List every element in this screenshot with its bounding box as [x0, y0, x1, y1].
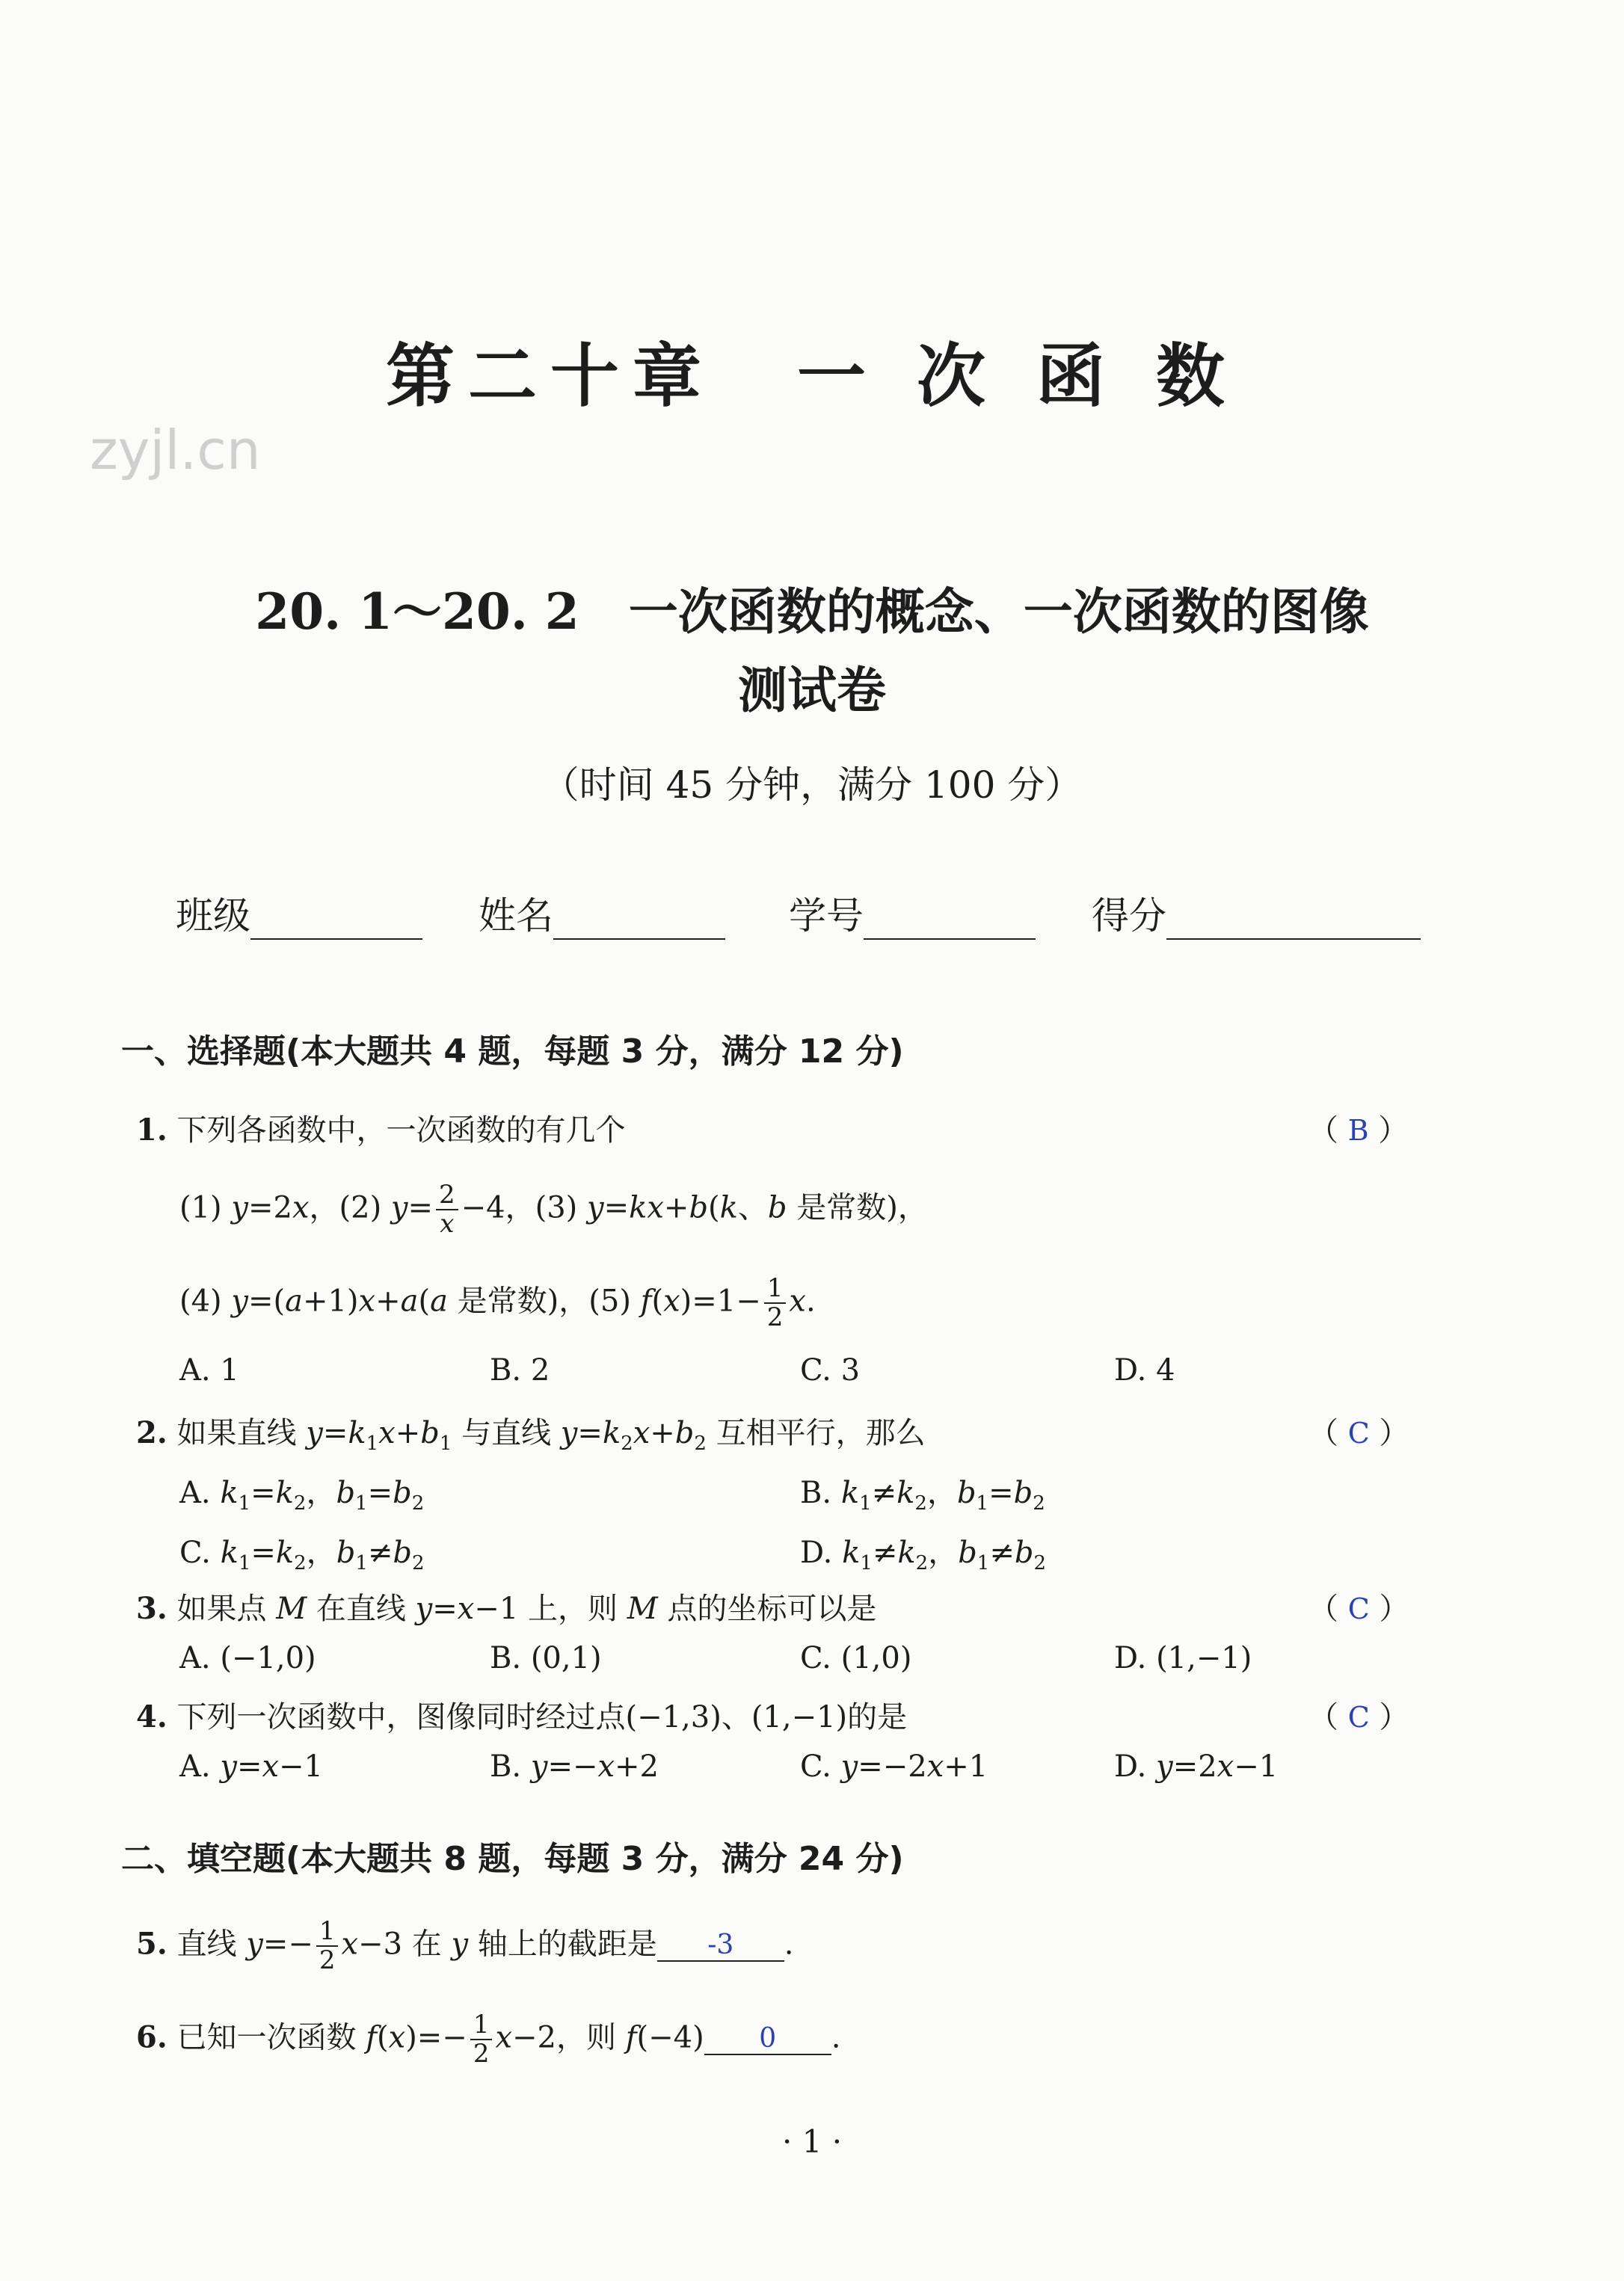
- q3-option-c: C. (1,0): [800, 1641, 912, 1675]
- q4-option-a: A. y=x−1: [179, 1749, 323, 1784]
- chapter-title: 第二十章 一 次 函 数: [385, 336, 1239, 416]
- id-field[interactable]: [789, 886, 1036, 940]
- watermark: zyjl.cn: [90, 419, 261, 481]
- section-title: 20. 1～20. 2 一次函数的概念、一次函数的图像: [255, 582, 1369, 641]
- score-label: 得分: [1092, 894, 1166, 938]
- q3-option-a: A. (−1,0): [179, 1641, 316, 1675]
- subtitle: （时间 45 分钟，满分 100 分）: [541, 763, 1083, 807]
- q1-items-row1: (1) y=2x，(2) y= $\frac{2}{x}$ −4，(3) y=kx+b(k、b 是常数)，: [179, 1180, 928, 1240]
- q4-option-c: C. y=−2x+1: [800, 1749, 988, 1784]
- q2-option-a: A. $k_1=k_2$，$b_1=b_2$: [179, 1476, 425, 1515]
- q3-option-b: B. (0,1): [490, 1641, 602, 1675]
- q4-stem: 4. 下列一次函数中，图像同时经过点(−1,3)、(1,−1)的是: [136, 1699, 908, 1734]
- q1-option-c: C. 3: [800, 1353, 861, 1388]
- score-field[interactable]: [1092, 886, 1421, 940]
- q5-answer[interactable]: -3: [657, 1930, 784, 1962]
- q6-answer[interactable]: 0: [704, 2023, 831, 2055]
- page-number: · 1 ·: [781, 2123, 843, 2160]
- q1-stem: 1. 下列各函数中，一次函数的有几个: [136, 1112, 626, 1148]
- q4-option-b: B. y=−x+2: [490, 1749, 659, 1784]
- section-title-line2: 测试卷: [738, 661, 886, 719]
- q3-option-d: D. (1,−1): [1114, 1641, 1252, 1675]
- q2-answer: C: [1347, 1417, 1370, 1450]
- q4-answer: C: [1347, 1701, 1370, 1734]
- name-label: 姓名: [479, 894, 553, 938]
- q3-answer: C: [1347, 1592, 1370, 1625]
- q2-option-b: B. $k_1\ne k_2$，$b_1=b_2$: [800, 1476, 1045, 1515]
- q2-option-c: C. $k_1=k_2$，$b_1\ne b_2$: [179, 1536, 425, 1574]
- q1-option-b: B. 2: [490, 1353, 550, 1388]
- q1-answer-box: （ B ）: [1308, 1113, 1409, 1148]
- q1-option-d: D. 4: [1114, 1353, 1175, 1388]
- id-label: 学号: [789, 894, 864, 938]
- q6: 6. 已知一次函数 f(x)=− $\frac{1}{2}$ x−2，则 f(−4) 0 .: [136, 2010, 841, 2069]
- part1-heading: 一、选择题(本大题共 4 题，每题 3 分，满分 12 分): [121, 1032, 904, 1071]
- q2-stem: 2. 如果直线 $y=k_1x+b_1$ 与直线 $y=k_2x+b_2$ 互相平行，那么: [136, 1415, 926, 1455]
- class-label: 班级: [176, 894, 250, 938]
- name-field[interactable]: [479, 886, 725, 940]
- q2-option-d: D. $k_1\ne k_2$，$b_1\ne b_2$: [800, 1536, 1047, 1574]
- q3-stem: 3. 如果点 M 在直线 y=x−1 上，则 M 点的坐标可以是: [136, 1591, 877, 1626]
- q5: 5. 直线 y=− $\frac{1}{2}$ x−3 在 y 轴上的截距是 -3 .: [136, 1916, 794, 1976]
- part2-heading: 二、填空题(本大题共 8 题，每题 3 分，满分 24 分): [121, 1840, 904, 1878]
- q2-answer-box: （ C ）: [1308, 1416, 1409, 1450]
- q1-option-a: A. 1: [179, 1353, 239, 1388]
- q4-answer-box: （ C ）: [1308, 1700, 1409, 1734]
- q1-answer: B: [1347, 1114, 1369, 1147]
- q4-option-d: D. y=2x−1: [1114, 1749, 1279, 1784]
- class-field[interactable]: [176, 886, 422, 940]
- q1-items-row2: (4) y=(a+1)x+a(a 是常数)，(5) f(x)=1− $\frac{1}{2}$ x.: [179, 1273, 816, 1333]
- q3-answer-box: （ C ）: [1308, 1592, 1409, 1626]
